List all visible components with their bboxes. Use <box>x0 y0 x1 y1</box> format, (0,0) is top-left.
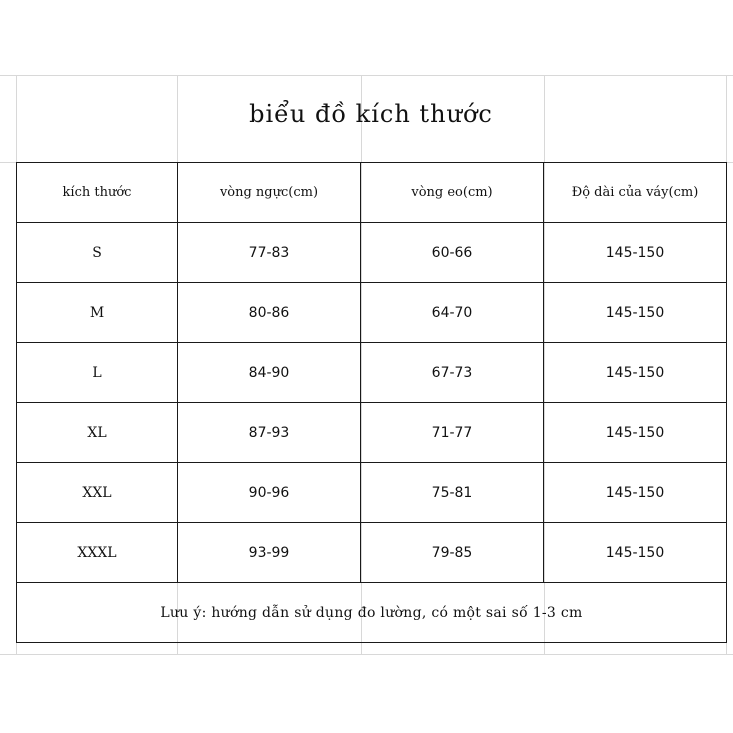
cell-size: S <box>17 223 178 283</box>
cell-length: 145-150 <box>544 343 727 403</box>
gridline-horizontal <box>0 75 733 76</box>
cell-chest: 87-93 <box>178 403 361 463</box>
cell-waist: 75-81 <box>361 463 544 523</box>
measurement-note: Lưu ý: hướng dẫn sử dụng đo lường, có một sai số 1-3 cm <box>17 583 727 643</box>
cell-waist: 71-77 <box>361 403 544 463</box>
cell-waist: 64-70 <box>361 283 544 343</box>
cell-size: XL <box>17 403 178 463</box>
table-row <box>17 523 727 583</box>
table-row <box>17 463 727 523</box>
cell-length: 145-150 <box>544 223 727 283</box>
cell-size: XXL <box>17 463 178 523</box>
table-row <box>17 283 727 343</box>
cell-chest: 90-96 <box>178 463 361 523</box>
gridline-horizontal <box>0 654 733 655</box>
cell-size: L <box>17 343 178 403</box>
cell-waist: 60-66 <box>361 223 544 283</box>
cell-chest: 80-86 <box>178 283 361 343</box>
cell-length: 145-150 <box>544 403 727 463</box>
table-row <box>17 223 727 283</box>
cell-waist: 67-73 <box>361 343 544 403</box>
cell-chest: 77-83 <box>178 223 361 283</box>
cell-size: XXXL <box>17 523 178 583</box>
cell-chest: 93-99 <box>178 523 361 583</box>
cell-chest: 84-90 <box>178 343 361 403</box>
header-chest: vòng ngực(cm) <box>178 163 361 223</box>
header-size: kích thước <box>17 163 178 223</box>
cell-length: 145-150 <box>544 283 727 343</box>
table-row <box>17 343 727 403</box>
size-table <box>16 162 727 643</box>
cell-size: M <box>17 283 178 343</box>
cell-waist: 79-85 <box>361 523 544 583</box>
cell-length: 145-150 <box>544 523 727 583</box>
table-header-row <box>17 163 727 223</box>
header-length: Độ dài của váy(cm) <box>544 163 727 223</box>
header-waist: vòng eo(cm) <box>361 163 544 223</box>
table-row <box>17 403 727 463</box>
table-note-row <box>17 583 727 643</box>
chart-title: biểu đồ kích thước <box>249 100 493 128</box>
cell-length: 145-150 <box>544 463 727 523</box>
